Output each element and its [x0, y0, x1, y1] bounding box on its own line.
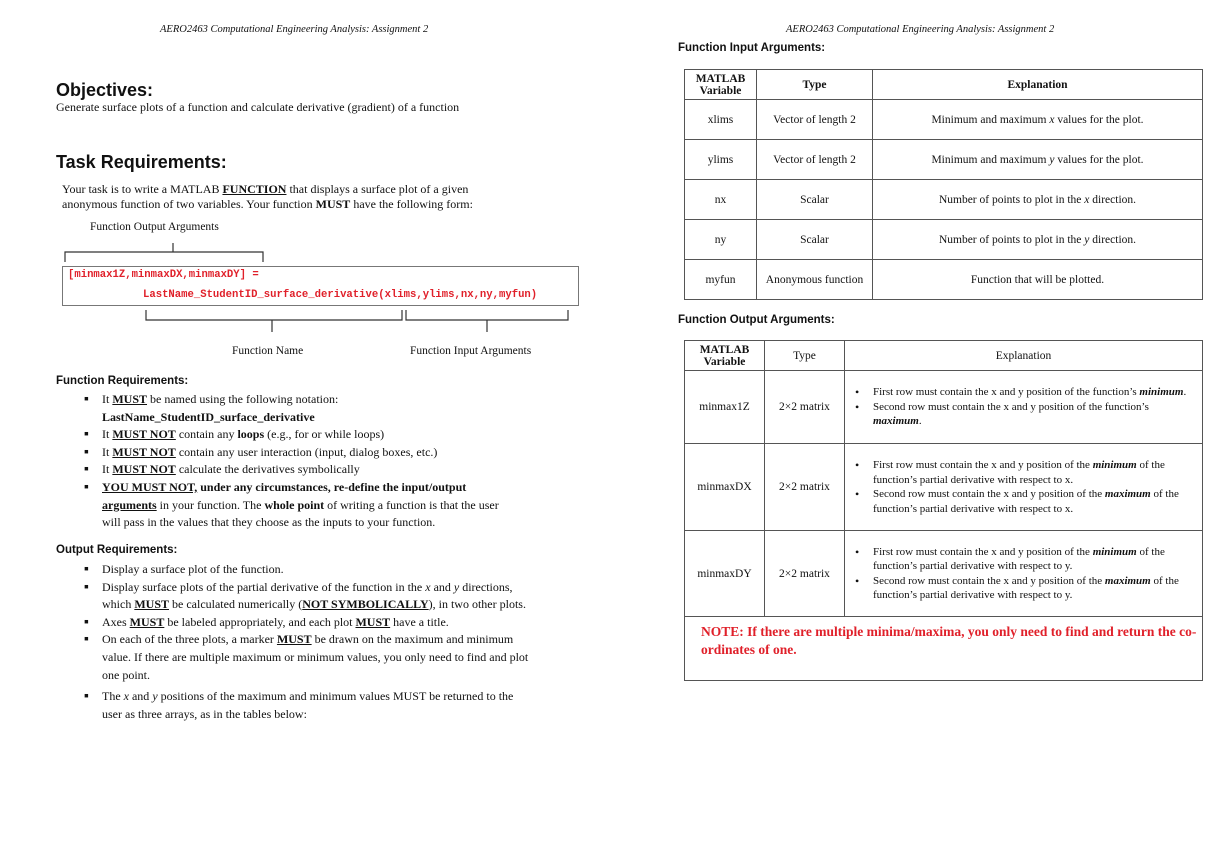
cell-variable: nx	[685, 180, 757, 220]
cell-type: Vector of length 2	[757, 140, 873, 180]
cell-type: Vector of length 2	[757, 100, 873, 140]
list-item: • Second row must contain the x and y position of the function’s maximum.	[865, 400, 1196, 429]
list-item: • Second row must contain the x and y position of the maximum of the function’s partial derivative with respect to x.	[865, 487, 1196, 516]
header-variable: MATLAB Variable	[685, 70, 757, 100]
cell-variable: minmaxDY	[685, 531, 765, 617]
list-item: ▪ YOU MUST NOT, under any circumstances, re-define the input/output arguments in your function. The whole point of writing a function is that the user will pass in the values that they choose as the inputs to your function.	[84, 479, 564, 532]
cell-explanation: Function that will be plotted.	[873, 260, 1203, 300]
list-item: • First row must contain the x and y position of the minimum of the function’s partial derivative with respect to y.	[865, 545, 1196, 574]
cell-explanation: Number of points to plot in the y direction.	[873, 220, 1203, 260]
table-header-row	[685, 70, 1203, 100]
header-type: Type	[765, 341, 845, 371]
list-item: ▪ Display surface plots of the partial derivative of the function in the x and y directions, which MUST be calculated numerically (NOT SYMBOLICALLY), in two other plots.	[84, 579, 564, 614]
cell-variable: minmaxDX	[685, 444, 765, 531]
function-input-arguments-label: Function Input Arguments	[410, 345, 532, 357]
table-row	[685, 371, 1203, 444]
list-item: • First row must contain the x and y position of the minimum of the function’s partial derivative with respect to x.	[865, 458, 1196, 487]
list-item: ▪ Display a surface plot of the function.	[84, 561, 564, 579]
output-arguments-heading: Function Output Arguments:	[678, 314, 835, 326]
list-item: ▪ Axes MUST be labeled appropriately, and each plot MUST have a title.	[84, 614, 564, 632]
table-row	[685, 100, 1203, 140]
list-item: ▪ It MUST be named using the following notation: LastName_StudentID_surface_derivative	[84, 391, 564, 426]
header-variable: MATLAB Variable	[685, 341, 765, 371]
cell-type: 2×2 matrix	[765, 444, 845, 531]
function-requirements-list	[84, 391, 564, 532]
objectives-heading: Objectives:	[56, 80, 154, 100]
header-type: Type	[757, 70, 873, 100]
table-row	[685, 220, 1203, 260]
task-paragraph: Your task is to write a MATLAB FUNCTION that displays a surface plot of a given anonymous function of two variables. Your function MUST have the following form:	[62, 182, 473, 211]
input-args-bracket	[406, 310, 568, 320]
list-item: ▪ It MUST NOT calculate the derivatives symbolically	[84, 461, 564, 479]
signature-output-args: [minmax1Z,minmaxDX,minmaxDY] =	[68, 269, 259, 281]
cell-type: Scalar	[757, 220, 873, 260]
list-item: • Second row must contain the x and y position of the maximum of the function’s partial derivative with respect to y.	[865, 574, 1196, 603]
table-row	[685, 444, 1203, 531]
header-explanation: Explanation	[873, 70, 1203, 100]
cell-type: Scalar	[757, 180, 873, 220]
table-row	[685, 140, 1203, 180]
table-row	[685, 617, 1203, 681]
cell-explanation	[845, 371, 1203, 444]
note-text: NOTE: If there are multiple minima/maxima, you only need to find and return the co-ordinates of one.	[701, 624, 1197, 657]
signature-function-call: LastName_StudentID_surface_derivative(xlims,ylims,nx,ny,myfun)	[143, 289, 538, 301]
cell-explanation	[845, 444, 1203, 531]
function-requirements-heading: Function Requirements:	[56, 375, 189, 387]
note-cell	[685, 617, 1203, 681]
input-arguments-heading: Function Input Arguments:	[678, 42, 826, 54]
objectives-text: Generate surface plots of a function and calculate derivative (gradient) of a function	[56, 100, 460, 114]
function-name-bracket	[146, 310, 402, 320]
cell-variable: ylims	[685, 140, 757, 180]
table-row	[685, 180, 1203, 220]
function-name-label: Function Name	[232, 345, 304, 357]
cell-type: 2×2 matrix	[765, 371, 845, 444]
cell-type: Anonymous function	[757, 260, 873, 300]
list-item: ▪ On each of the three plots, a marker MUST be drawn on the maximum and minimum value. If there are multiple maximum or minimum values, you only need to find and plot one point.	[84, 631, 564, 684]
list-item: ▪ It MUST NOT contain any user interaction (input, dialog boxes, etc.)	[84, 444, 564, 462]
cell-explanation: Minimum and maximum x values for the plot.	[873, 100, 1203, 140]
output-arguments-table	[684, 340, 1203, 681]
right-page-header: AERO2463 Computational Engineering Analysis: Assignment 2	[786, 24, 1055, 35]
cell-explanation	[845, 531, 1203, 617]
list-item: • First row must contain the x and y position of the function’s minimum.	[865, 385, 1196, 400]
cell-variable: myfun	[685, 260, 757, 300]
list-item: ▪ It MUST NOT contain any loops (e.g., for or while loops)	[84, 426, 564, 444]
function-signature-box	[62, 266, 579, 306]
left-page-header: AERO2463 Computational Engineering Analysis: Assignment 2	[160, 24, 429, 35]
list-item: ▪ The x and y positions of the maximum and minimum values MUST be returned to the user as three arrays, as in the tables below:	[84, 688, 564, 723]
cell-explanation: Minimum and maximum y values for the plot.	[873, 140, 1203, 180]
cell-variable: xlims	[685, 100, 757, 140]
cell-explanation: Number of points to plot in the x direction.	[873, 180, 1203, 220]
table-row	[685, 531, 1203, 617]
output-requirements-heading: Output Requirements:	[56, 544, 178, 556]
input-arguments-table	[684, 69, 1203, 300]
function-output-arguments-label: Function Output Arguments	[90, 221, 219, 233]
table-row	[685, 260, 1203, 300]
cell-variable: ny	[685, 220, 757, 260]
output-requirements-list	[84, 561, 564, 723]
header-explanation: Explanation	[845, 341, 1203, 371]
cell-type: 2×2 matrix	[765, 531, 845, 617]
task-requirements-heading: Task Requirements:	[56, 152, 227, 172]
output-args-bracket	[65, 252, 263, 262]
cell-variable: minmax1Z	[685, 371, 765, 444]
table-header-row	[685, 341, 1203, 371]
